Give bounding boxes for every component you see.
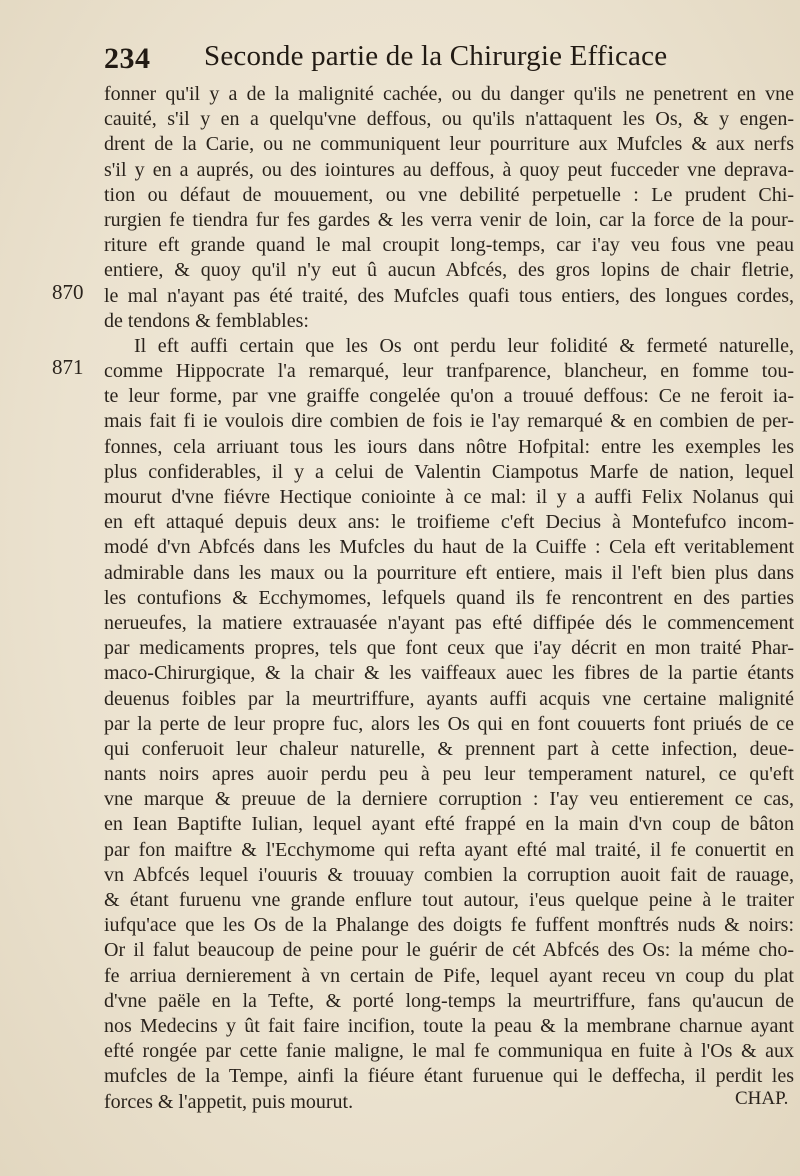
text-line: efté rongée par cette fanie maligne, le mal fe communiqua en fuite à l'Os & aux <box>104 1040 794 1063</box>
text-line: forces & l'appetit, puis mourut. <box>104 1090 354 1113</box>
text-line: entiere, & quoy qu'il n'y eut û aucun Abfcés, des gros lopins de chair fletrie, <box>104 259 794 282</box>
text-line: plus confiderables, il y a celui de Valentin Ciampotus Marfe de nation, lequel <box>104 460 794 483</box>
text-line: admirable dans les maux ou la pourriture eft entiere, mais il l'eft bien plus dans <box>104 561 794 584</box>
text-line: par medicaments propres, tels que font ceux que i'ay décrit en mon traité Phar- <box>104 637 794 660</box>
text-line: riture eft grande quand le mal croupit long-temps, car i'ay veu fous vne peau <box>104 234 794 257</box>
body-text <box>104 82 794 1115</box>
text-line: tion ou défaut de mouuement, ou vne debilité perpetuelle : Le prudent Chi- <box>104 183 794 206</box>
text-line: de tendons & femblables: <box>104 309 309 332</box>
text-line: nos Medecins y ût fait faire incifion, toute la peau & la membrane charnue ayant <box>104 1014 794 1037</box>
text-line: en eft attaqué depuis deux ans: le troifieme c'eft Decius à Montefufco incom- <box>104 511 794 534</box>
text-line: fonnes, cela arriuant tous les iours dans nôtre Hofpital: entre les exemples les <box>104 435 794 458</box>
text-line: en Iean Baptifte Iulian, lequel ayant efté frappé en la main d'vn coup de bâton <box>104 813 794 836</box>
text-line: fe arriua dernierement à vn certain de Pife, lequel ayant receu vn coup du plat <box>104 964 794 987</box>
text-line: mais fait fi ie voulois dire combien de fois ie l'ay remarqué & en combien de per- <box>104 410 794 433</box>
text-line: s'il y en a auprés, ou des iointures au deffous, à quoy peut fucceder vne deprava- <box>104 158 794 181</box>
text-line: les contufions & Ecchymomes, lefquels quand ils fe rencontrent en des parties <box>104 586 794 609</box>
text-line: fonner qu'il y a de la malignité cachée, ou du danger qu'ils ne penetrent en vne <box>104 83 794 105</box>
text-line: nerueufes, la matiere extrauasée n'ayant pas efté diffipée dés le commencement <box>104 611 794 634</box>
text-line: nants noirs apres auoir perdu peu à peu leur temperament naturel, ce qu'eft <box>104 763 794 786</box>
text-line: rurgien fe tiendra fur fes gardes & les verra venir de loin, car la force de la pour- <box>104 208 794 231</box>
text-line: vne marque & preuue de la derniere corruption : I'ay veu entierement ce cas, <box>104 788 794 811</box>
text-line: iufqu'ace que les Os de la Phalange des doigts fe fuffent monftrés nuds & noirs: <box>104 914 794 937</box>
text-line: drent de la Carie, ou ne communiquent leur pourriture aux Mufcles & aux nerfs <box>104 133 794 156</box>
text-line: comme Hippocrate l'a remarqué, leur tranfparence, blancheur, en fomme tou- <box>104 360 794 383</box>
text-line: te leur forme, par vne graiffe congelée qu'on a trouué deffous: Ce ne feroit ia- <box>104 385 794 408</box>
text-line: mourut d'vne fiévre Hectique coniointe à ce mal: il y a auffi Felix Nolanus qui <box>104 486 794 508</box>
text-line: par fon maiftre & l'Ecchymome qui refta ayant efté mal traité, il fe conuertit en <box>104 838 794 861</box>
text-line: par la perte de leur propre fuc, alors les Os qui en font couuerts font priués de ce <box>104 712 794 735</box>
page-header <box>104 38 784 78</box>
catchword: CHAP. <box>735 1088 789 1109</box>
text-line: deuenus foibles par la meurtriffure, ayants auffi acquis vne certaine malignité <box>104 687 794 710</box>
margin-note: 871 <box>52 355 84 379</box>
text-line: d'vne paële en la Tefte, & porté long-temps la meurtriffure, fans qu'aucun de <box>104 989 794 1012</box>
text-line: vn Abfcés lequel i'ouuris & trouuay combien la corruption auoit fait de rauage, <box>104 863 794 886</box>
text-line: maco-Chirurgique, & la chair & les vaiffeaux auec les fibres de la partie étants <box>104 662 794 685</box>
text-line: qui conferuoit leur chaleur naturelle, & prennent part à cette infection, deue- <box>104 737 794 760</box>
text-line: & étant furuenu vne grande enflure tout autour, i'eus quelque peine à le traiter <box>104 889 794 911</box>
page-number: 234 <box>104 42 151 75</box>
margin-note: 870 <box>52 280 84 304</box>
running-title: Seconde partie de la Chirurgie Efficace <box>204 40 668 72</box>
text-line: mufcles de la Tempe, ainfi la fiéure étant furuenue qui le deffecha, il perdit les <box>104 1065 794 1088</box>
text-line: Or il falut beaucoup de peine pour le guérir de cét Abfcés des Os: la méme cho- <box>104 939 794 962</box>
text-line: le mal n'ayant pas été traité, des Mufcles quafi tous entiers, des longues cordes, <box>104 284 794 307</box>
text-line: modé d'vn Abfcés dans les Mufcles du haut de la Cuiffe : Cela eft veritablement <box>104 536 794 559</box>
text-line: Il eft auffi certain que les Os ont perdu leur folidité & fermeté naturelle, <box>134 334 794 357</box>
text-line: cauité, s'il y en a quelqu'vne deffous, ou qu'ils n'attaquent les Os, & y engen- <box>104 108 794 131</box>
